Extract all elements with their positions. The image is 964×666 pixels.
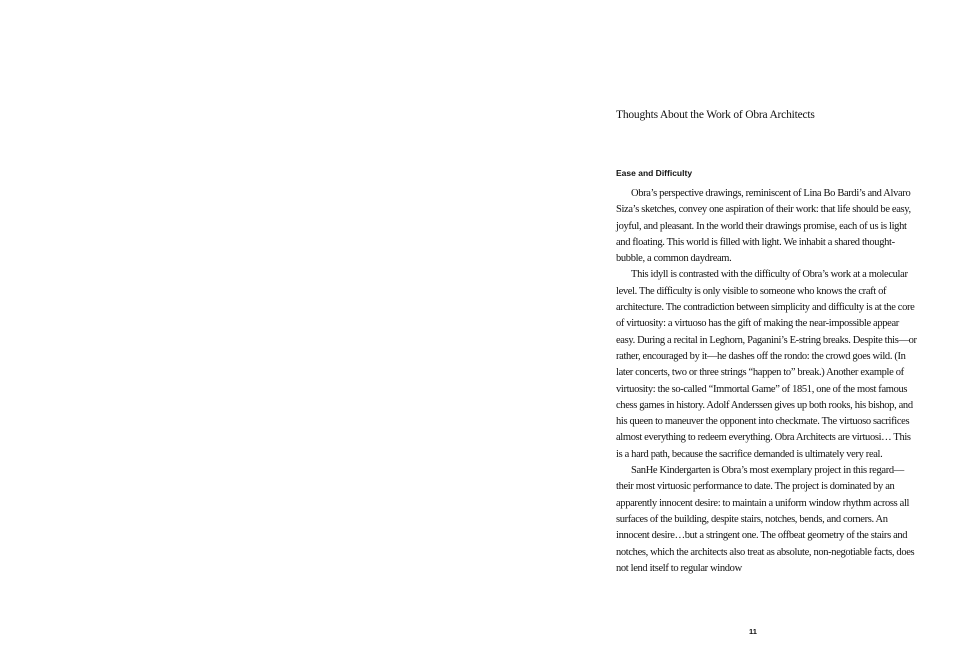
page-number: 11 xyxy=(749,627,757,636)
paragraph: Obra’s perspective drawings, reminiscent of Lina Bo Bardi’s and Alvaro Siza’s sketches, convey one aspiration of their work: that life should be easy, joyful, and pleasant. In the world their drawings promise, each of us is light and floating. This world is filled with light. We inhabit a shared thought-bubble, a common daydream. xyxy=(616,188,911,265)
body-text-column xyxy=(616,186,918,577)
paragraph: SanHe Kindergarten is Obra’s most exemplary project in this regard—their most virtuosic performance to date. The project is dominated by an apparently innocent desire: to maintain a uniform window rhythm across all surfaces of the building, despite stairs, notches, bends, and corners. An innocent desire…but a stringent one. The offbeat geometry of the stairs and notches, which the architects also treat as absolute, non-negotiable facts, does not lend itself to regular window xyxy=(616,465,915,574)
page-title: Thoughts About the Work of Obra Architects xyxy=(616,109,815,121)
paragraph: This idyll is contrasted with the difficulty of Obra’s work at a molecular level. The difficulty is only visible to someone who knows the craft of architecture. The contradiction between simplicity and difficulty is at the core of virtuosity: a virtuoso has the gift of making the near-impossible appear easy. During a recital in Leghorn, Paganini’s E-string breaks. Despite this—or rather, encouraged by it—he dashes off the rondo: the crowd goes wild. (In later concerts, two or three strings “happen to” break.) Another example of virtuosity: the so-called “Immortal Game” of 1851, one of the most famous chess games in history. Adolf Anderssen gives up both rooks, his bishop, and his queen to maneuver the opponent into checkmate. The virtuoso sacrifices almost everything to redeem everything. Obra Architects are virtuosi… This is a hard path, because the sacrifice demanded is ultimately very real. xyxy=(616,269,917,460)
section-heading: Ease and Difficulty xyxy=(616,167,693,178)
